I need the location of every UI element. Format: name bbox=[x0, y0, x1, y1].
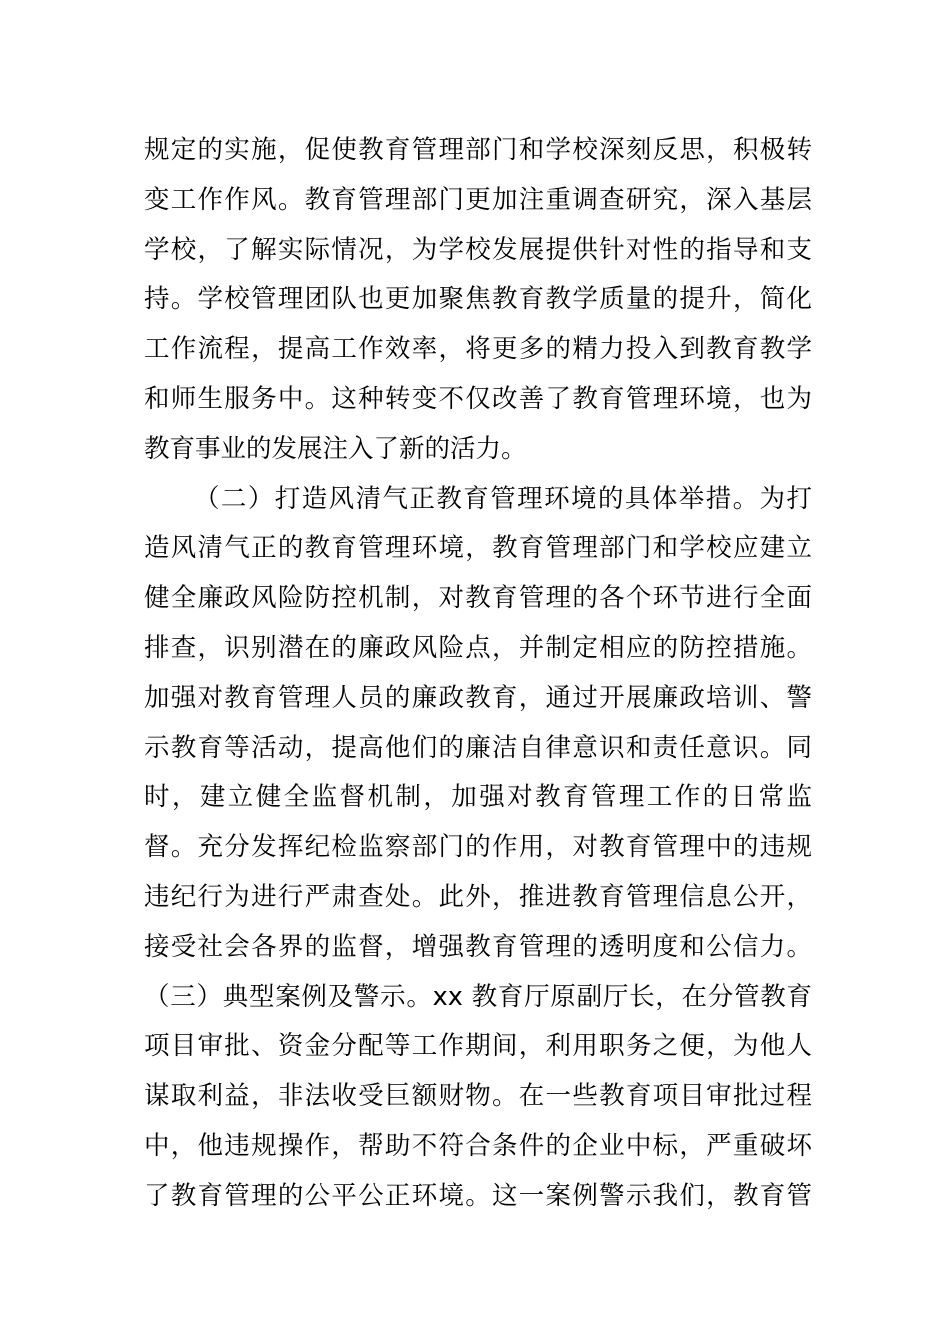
text-line: 学校，了解实际情况，为学校发展提供针对性的指导和支 bbox=[144, 234, 812, 265]
text-line: 变工作作风。教育管理部门更加注重调查研究，深入基层 bbox=[144, 184, 812, 215]
text-line: 健全廉政风险防控机制，对教育管理的各个环节进行全面 bbox=[144, 583, 812, 614]
text-line: 中，他违规操作，帮助不符合条件的企业中标，严重破坏 bbox=[144, 1130, 812, 1161]
text-line: 接受社会各界的监督，增强教育管理的透明度和公信力。 bbox=[144, 931, 812, 962]
text-line: 和师生服务中。这种转变不仅改善了教育管理环境，也为 bbox=[144, 383, 812, 414]
text-line: 规定的实施，促使教育管理部门和学校深刻反思，积极转 bbox=[144, 135, 812, 165]
text-line: 工作流程，提高工作效率，将更多的精力投入到教育教学 bbox=[144, 334, 812, 365]
text-line: 排查，识别潜在的廉政风险点，并制定相应的防控措施。 bbox=[144, 632, 812, 663]
body-text bbox=[144, 126, 812, 1222]
text-line: 造风清气正的教育管理环境，教育管理部门和学校应建立 bbox=[144, 533, 812, 564]
text-line: 加强对教育管理人员的廉政教育，通过开展廉政培训、警 bbox=[144, 682, 812, 713]
text-line: 持。学校管理团队也更加聚焦教育教学质量的提升，简化 bbox=[144, 284, 812, 315]
text-line: 示教育等活动，提高他们的廉洁自律意识和责任意识。同 bbox=[144, 732, 812, 763]
text-line: 谋取利益，非法收受巨额财物。在一些教育项目审批过程 bbox=[144, 1081, 812, 1112]
text-line: 了教育管理的公平公正环境。这一案例警示我们，教育管 bbox=[144, 1180, 812, 1211]
text-line: 时，建立健全监督机制，加强对教育管理工作的日常监 bbox=[144, 782, 812, 813]
text-line: 教育事业的发展注入了新的活力。 bbox=[144, 433, 527, 464]
section-heading-line: （二）打造风清气正教育管理环境的具体举措。为打 bbox=[194, 483, 812, 514]
text-line: 违纪行为进行严肃查处。此外，推进教育管理信息公开， bbox=[144, 881, 812, 912]
text-line: 督。充分发挥纪检监察部门的作用，对教育管理中的违规 bbox=[144, 832, 812, 863]
section-heading-line: （三）典型案例及警示。xx 教育厅原副厅长，在分管教育 bbox=[144, 981, 812, 1012]
text-line: 项目审批、资金分配等工作期间，利用职务之便，为他人 bbox=[144, 1031, 812, 1062]
